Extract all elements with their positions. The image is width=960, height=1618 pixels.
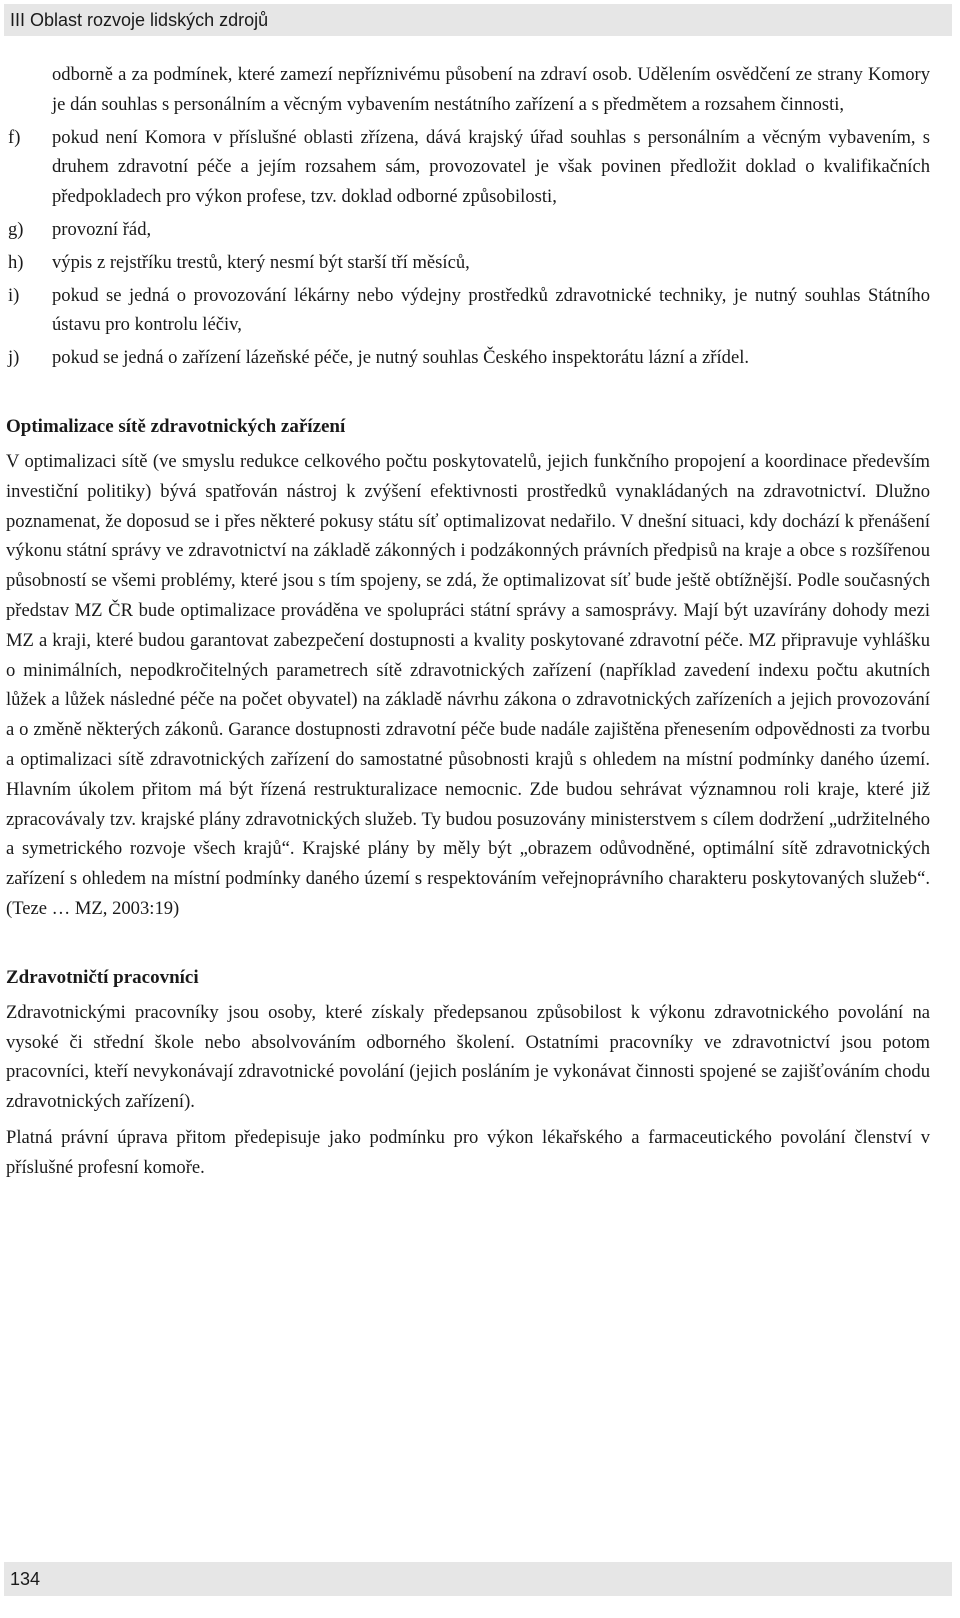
list-item — [0, 123, 960, 212]
list-marker: i) — [8, 284, 20, 306]
list-item-text: pokud se jedná o zařízení lázeňské péče, je nutný souhlas Českého inspektorátu lázní a zřídel. — [52, 347, 750, 369]
section-paragraph: V optimalizaci sítě (ve smyslu redukce celkového počtu poskytovatelů, jejich funkčního propojení a koordinace především investiční politiky) bývá spatřován nástroj k zvýšení efektivnosti prostředků vynakládaných na zdravotnictví. Dlužno poznamenat, že doposud se i přes některé pokusy státu síť optimalizovat nedařilo. V dnešní situaci, kdy dochází k přenášení výkonu státní správy ve zdravotnictví na základě zákonných i podzákonných právních předpisů na kraje a obce s rozšířenou působností se všemi problémy, které jsou s tím spojeny, se zdá, že optimalizovat síť bude ještě obtížnější. Podle současných představ MZ ČR bude optimalizace prováděna ve spolupráci státní správy a samosprávy. Mají být uzavírány dohody mezi MZ a kraji, které budou garantovat zabezpečení dostupnosti a kvality poskytované zdravotní péče. MZ připravuje vyhlášku o minimálních, nepodkročitelných parametrech sítě zdravotnických zařízení (například zavedení indexu počtu akutních lůžek a lůžek následné péče na počet obyvatel) na základě návrhu zákona o zdravotnických zařízeních a jejich provozování a o změně některých zákonů. Garance dostupnosti zdravotní péče bude nadále zajištěna přenesením odpovědnosti za tvorbu a optimalizaci sítě zdravotnických zařízení do samostatné působnosti krajů s ohledem na místní podmínky daného území. Hlavním úkolem přitom má být řízená restrukturalizace nemocnic. Zde budou sehrávat významnou roli kraje, které již zpracovávaly tzv. krajské plány zdravotnických služeb. Ty budou posuzovány ministerstvem s cílem dodržení „udržitelného a symetrického rozvoje všech krajů“. Krajské plány by měly být „obrazem odůvodněné, optimální sítě zdravotnických zařízení s ohledem na místní podmínky daného území s respektováním veřejnoprávního charakteru poskytovaných služeb“. (Teze … MZ, 2003:19) — [6, 450, 930, 919]
list-item — [0, 281, 960, 341]
list-marker: g) — [8, 218, 24, 240]
list-item-text: pokud není Komora v příslušné oblasti zřízena, dává krajský úřad souhlas s personálním a věcným vybavením, s druhem zdravotní péče a jejím rozsahem sám, provozovatel je však povinen předložit doklad o kvalifikačních předpokladech pro výkon profese, tzv. doklad odborné způsobilosti, — [52, 126, 930, 208]
list-marker: h) — [8, 251, 24, 273]
header-title: III Oblast rozvoje lidských zdrojů — [10, 10, 269, 30]
list-item-text: odborně a za podmínek, které zamezí nepříznivému působení na zdraví osob. Udělením osvědčení ze strany Komory je dán souhlas s personálním a věcným vybavením nestátního zařízení a s předmětem a rozsahem činnosti, — [52, 64, 930, 115]
list-marker: j) — [8, 347, 20, 369]
list-item-text: provozní řád, — [52, 218, 152, 240]
list-item — [0, 248, 960, 278]
list-item — [0, 343, 960, 373]
section-paragraph: Zdravotnickými pracovníky jsou osoby, které získaly předepsanou způsobilost k výkonu zdravotnického povolání na vysoké či střední škole nebo absolvováním odborného školení. Ostatními pracovníky ve zdravotnictví jsou potom pracovníci, kteří nevykonávají zdravotnické povolání (jejich posláním je vykonávat činnosti spojené se zajišťováním chodu zdravotnických zařízení). — [6, 1001, 930, 1113]
section-heading-network-optimization: Optimalizace sítě zdravotnických zařízení — [6, 415, 346, 437]
section-paragraph: Platná právní úprava přitom předepisuje jako podmínku pro výkon lékařského a farmaceutického povolání členství v příslušné profesní komoře. — [6, 1126, 930, 1178]
page-footer — [4, 1562, 952, 1596]
requirements-list — [0, 60, 960, 373]
list-item-text: výpis z rejstříku trestů, který nesmí být starší tří měsíců, — [52, 251, 470, 273]
page-number: 134 — [10, 1569, 41, 1589]
page-content — [0, 60, 960, 1183]
list-item — [0, 215, 960, 245]
list-marker: f) — [8, 126, 21, 148]
section-heading-health-workers: Zdravotničtí pracovníci — [6, 966, 199, 988]
list-item-continuation — [0, 60, 960, 120]
running-header — [4, 4, 952, 36]
list-item-text: pokud se jedná o provozování lékárny nebo výdejny prostředků zdravotnické techniky, je nutný souhlas Státního ústavu pro kontrolu léčiv, — [52, 284, 930, 336]
